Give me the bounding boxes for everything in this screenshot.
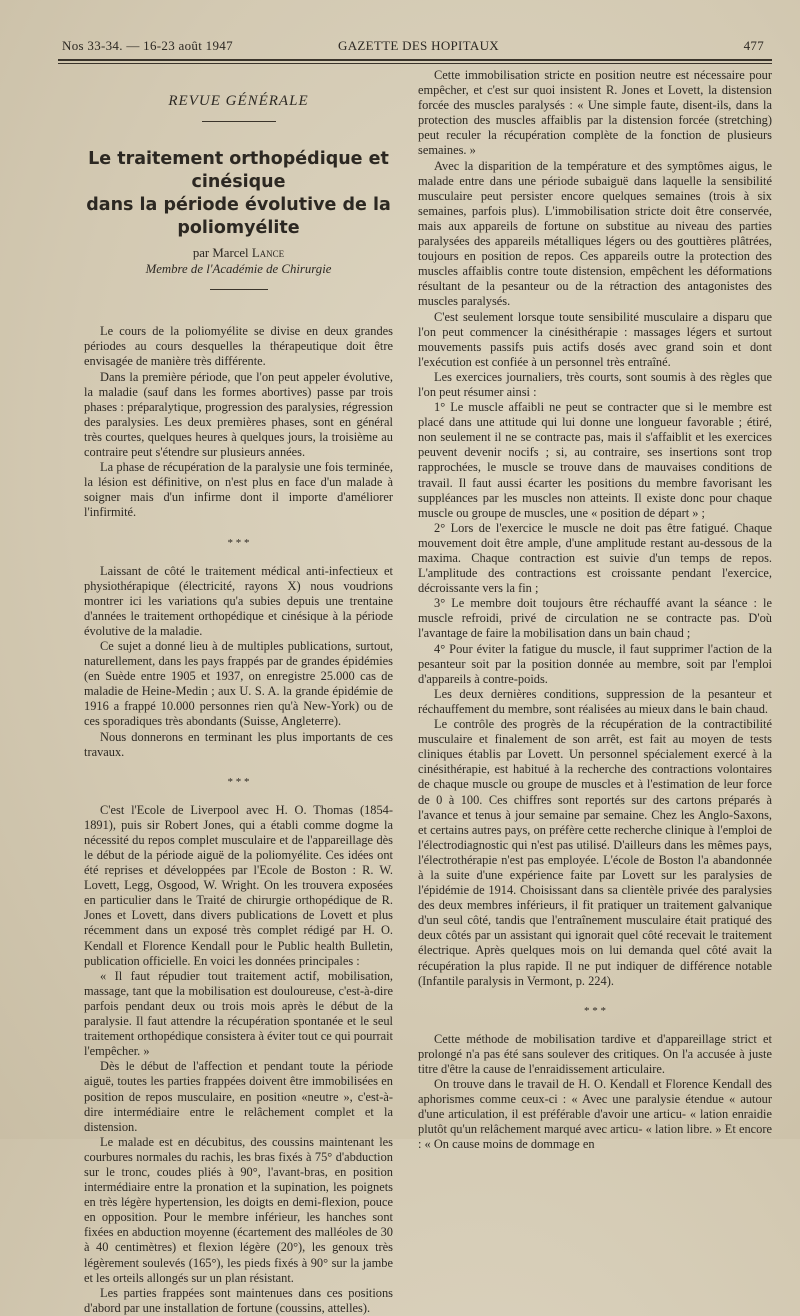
list-item: 4° Pour éviter la fatigue du muscle, il faut supprimer l'action de la pesanteur soit par la position donnée au membre, soit par l'emploi d'appareils à contre-poids. <box>418 641 772 686</box>
paragraph: Les exercices journaliers, très courts, sont soumis à des règles que l'on peut résumer ainsi : <box>418 369 772 399</box>
section-separator: * * * <box>584 1004 606 1017</box>
paragraph: C'est l'Ecole de Liverpool avec H. O. Thomas (1854-1891), puis sir Robert Jones, qui a établi comme dogme la nécessité du repos complet musculaire et de l'appareillage dès le début de la période aiguë de la poliomyélite. Ces idées ont été reprises et développées par l'Ecole de Boston : R. W. Lovett, Legg, Osgood, W. Wright. On les trouvera exposées en particulier dans le Traité de chirurgie orthopédique de R. Jones et Lovett, dans divers publications de Lovett et plus récemment dans un exposé très complet rédigé par H. O. Kendall et Florence Kendall pour le Public health Bulletin, publication officielle. En voici les données principales : <box>84 802 393 968</box>
paragraph: Cette immobilisation stricte en position neutre est nécessaire pour empêcher, et c'est sur quoi insistent R. Jones et Lovett, la distension forcée des muscles paralysés : « Une simple faute, disent-ils, dans la protection des muscles affaiblis par la distension forcée (stretching) peut reculer la récupération complète de la fonction de plusieurs semaines. » <box>418 68 772 158</box>
paragraph: Le contrôle des progrès de la récupération de la contractibilité musculaire et finalement de son arrêt, est fait au moyen de tests cliniques établis par Lovett. Un personnel spécialement exercé à la cinésithérapie, est habitué à la recherche des contractions volontaires de chaque muscle ou groupe de muscles et à l'estimation de leur force de 0 à 100. Ces chiffres sont reportés sur des cartons préparés à l'avance et tenus à jour semaine par semaine. Chez les Anglo-Saxons, et certains autres pays, on préfère cette recherche clinique à l'emploi de l'électrodiagnostic qui n'est pas utilisé. D'ailleurs dans les mêmes pays, l'électrothérapie n'est pas employée. L'école de Boston l'a abandonnée à la suite d'une expérience faite par Lovett sur les paralysies de l'épidémie de 1914. Choisissant dans sa clientèle privée des paralysies des deux membres inférieurs, il fit pratiquer un traitement galvanique d'un seul côté, tandis que l'entraînement musculaire était pratiqué des deux côtés par un assistant qui ignorait quel côté recevait le traitement électrique. Après quelques mois on lui demanda quel côté avait la récupération la plus rapide. Il ne put indiquer de différence notable (Infantile paralysis in Vermont, p. 224). <box>418 717 772 988</box>
paragraph: Les parties frappées sont maintenues dans ces positions d'abord par une installation de fortune (coussins, attelles). <box>84 1285 393 1315</box>
paragraph: Dans la première période, que l'on peut appeler évolutive, la maladie (sauf dans les formes abortives) passe par trois phases : préparalytique, progression des paralysies, régression des paralysies. Les deux premières phases, sont en général très courtes, quelques heures à quelques jours, la troisième au contraire peut s'étendre sur plusieurs années. <box>84 369 393 460</box>
paragraph: Ce sujet a donné lieu à de multiples publications, surtout, naturellement, dans les pays frappés par de grandes épidémies (en Suède entre 1905 et 1937, on enregistre 25.000 cas de maladie de Heine-Medin ; aux U. S. A. la grande épidémie de 1916 a frappé 10.000 personnes rien qu'à New-York) ou de ces sporadiques très abondants (Suisse, Angleterre). <box>84 638 393 729</box>
section-separator: * * * <box>227 775 250 788</box>
author-affiliation: Membre de l'Académie de Chirurgie <box>145 262 332 277</box>
section-rule <box>202 121 276 122</box>
paragraph: Le cours de la poliomyélite se divise en deux grandes périodes au cours desquelles la thérapeutique doit être envisagée de manière très différente. <box>84 324 393 369</box>
left-column <box>84 80 393 1316</box>
running-header <box>62 38 768 58</box>
byline <box>84 246 393 261</box>
paragraph: « Il faut répudier tout traitement actif, mobilisation, massage, tant que la mobilisation est douloureuse, c'est-à-dire parfois pendant deux ou trois mois après le début de la paralysie. Il faut attendre la récupération spontanée et le seul traitement orthopédique consistera à éviter tout ce qui pourrait l'empêcher. » <box>84 968 393 1059</box>
paragraph: Le malade est en décubitus, des coussins maintenant les courbures normales du rachis, les bras fixés à 75° d'abduction sur le tronc, coudes pliés à 90°, l'avant-bras, en position intermédiaire entre la pronation et la supination, les poignets en très légère hypertension, les doigts en demi-flexion, pouce en opposition. Pour le membre inférieur, les hanches sont fixées en abduction moyenne (écartement des malléoles de 30 à 40 centimètres) et flexion légère (20°), les genoux très légèrement soulevés (165°), les pieds fixés à 90° sur la jambe et les orteils allongés sur un plan résistant. <box>84 1134 393 1285</box>
header-rule-thick <box>58 59 772 61</box>
article-title <box>84 148 393 240</box>
article-title-line-1: Le traitement orthopédique et cinésique <box>88 149 389 193</box>
section-heading: REVUE GÉNÉRALE <box>168 93 309 109</box>
right-column <box>418 68 772 1152</box>
title-rule <box>210 289 268 290</box>
paragraph: La phase de récupération de la paralysie une fois terminée, la lésion est définitive, on n'est plus en face d'un malade à soigner mais d'un infirme dont il importe d'améliorer l'infirmité. <box>84 460 393 520</box>
paragraph: Cette méthode de mobilisation tardive et d'appareillage strict et prolongé n'a pas été sans soulever des critiques. On l'a accusée à juste titre d'être la cause de l'enraidissement articulaire. <box>418 1031 772 1076</box>
page-number: 477 <box>743 38 764 53</box>
list-item: 3° Le membre doit toujours être réchauffé avant la séance : le muscle refroidi, privé de circulation ne se contracte pas. D'où l'avantage de faire la mobilisation dans un bain chaud ; <box>418 596 772 641</box>
article-title-line-2: dans la période évolutive de la poliomyélite <box>86 195 391 239</box>
section-separator: * * * <box>227 536 250 549</box>
paragraph: C'est seulement lorsque toute sensibilité musculaire a disparu que l'on peut commencer la cinésithérapie : massages légers et surtout mouvements passifs puis actifs dosés avec grand soin et dont l'exécution est confiée à un personnel très entraîné. <box>418 309 772 369</box>
header-rule-thin <box>58 63 772 64</box>
paragraph: Avec la disparition de la température et des symptômes aigus, le malade entre dans une période subaiguë dans laquelle la sensibilité musculaire peut persister encore quelques semaines (trois à six semaines, parfois plus). L'immobilisation stricte doit être conservée, mais aux appareils de fortune on substitue au niveau des parties paralysées des appareils métalliques légers ou des gouttières plâtrées, toujours en position de repos. Ces appareils outre la protection des muscles affaiblis contre toute distension, empêchent les déformations résultant de la pesanteur ou de la rétraction des antagonistes des muscles paralysés. <box>418 158 772 309</box>
list-item: 2° Lors de l'exercice le muscle ne doit pas être fatigué. Chaque mouvement doit être ample, d'une amplitude restant au-dessous de la maxima. Chaque contraction est suivie d'un temps de repos. L'amplitude des contractions est croissante pendant l'exercice, décroissante vers la fin ; <box>418 520 772 596</box>
journal-name: GAZETTE DES HOPITAUX <box>338 38 499 53</box>
byline-prefix: par Marcel <box>192 246 252 261</box>
paragraph: Nous donnerons en terminant les plus importants de ces travaux. <box>84 729 393 759</box>
list-item: 1° Le muscle affaibli ne peut se contracter que si le membre est placé dans une attitude qui lui donne une longueur favorable ; étiré, non seulement il ne se contracte pas, mais il s'affaiblit et les exercices peuvent devenir nocifs ; si, au contraire, ses insertions sont trop rapprochées, le muscle se trouve dans de mauvaises conditions de travail. Il faut aussi écarter les positions du membre favorisant les suppléances par les muscles non atteints. Il existe donc pour chaque muscle ou groupe de muscles, une « position de départ » ; <box>418 400 772 520</box>
paragraph: On trouve dans le travail de H. O. Kendall et Florence Kendall des aphorismes comme ceux-ci : « Avec une paralysie étendue « autour d'une articulation, il est préférable d'avoir une articu- « lation enraidie plutôt qu'un relâchement marqué avec articu- « lation libre. » Et encore : « On cause moins de dommage en <box>418 1077 772 1152</box>
issue-date: Nos 33-34. — 16-23 août 1947 <box>62 38 233 53</box>
paragraph: Les deux dernières conditions, suppression de la pesanteur et réchauffement du membre, sont réalisées au mieux dans le bain chaud. <box>418 686 772 716</box>
paragraph: Laissant de côté le traitement médical anti-infectieux et physiothérapique (électricité, rayons X) nous voudrions montrer ici les variations qu'a subies depuis une trentaine d'années le traitement orthopédique et cinésique à la période évolutive de la maladie. <box>84 563 393 638</box>
paragraph: Dès le début de l'affection et pendant toute la période aiguë, toutes les parties frappées doivent être immobilisées en position de repos musculaire, en position «neutre », c'est-à-dire intermédiaire entre le relâchement complet et la distension. <box>84 1059 393 1134</box>
author-name: Lance <box>251 246 285 261</box>
